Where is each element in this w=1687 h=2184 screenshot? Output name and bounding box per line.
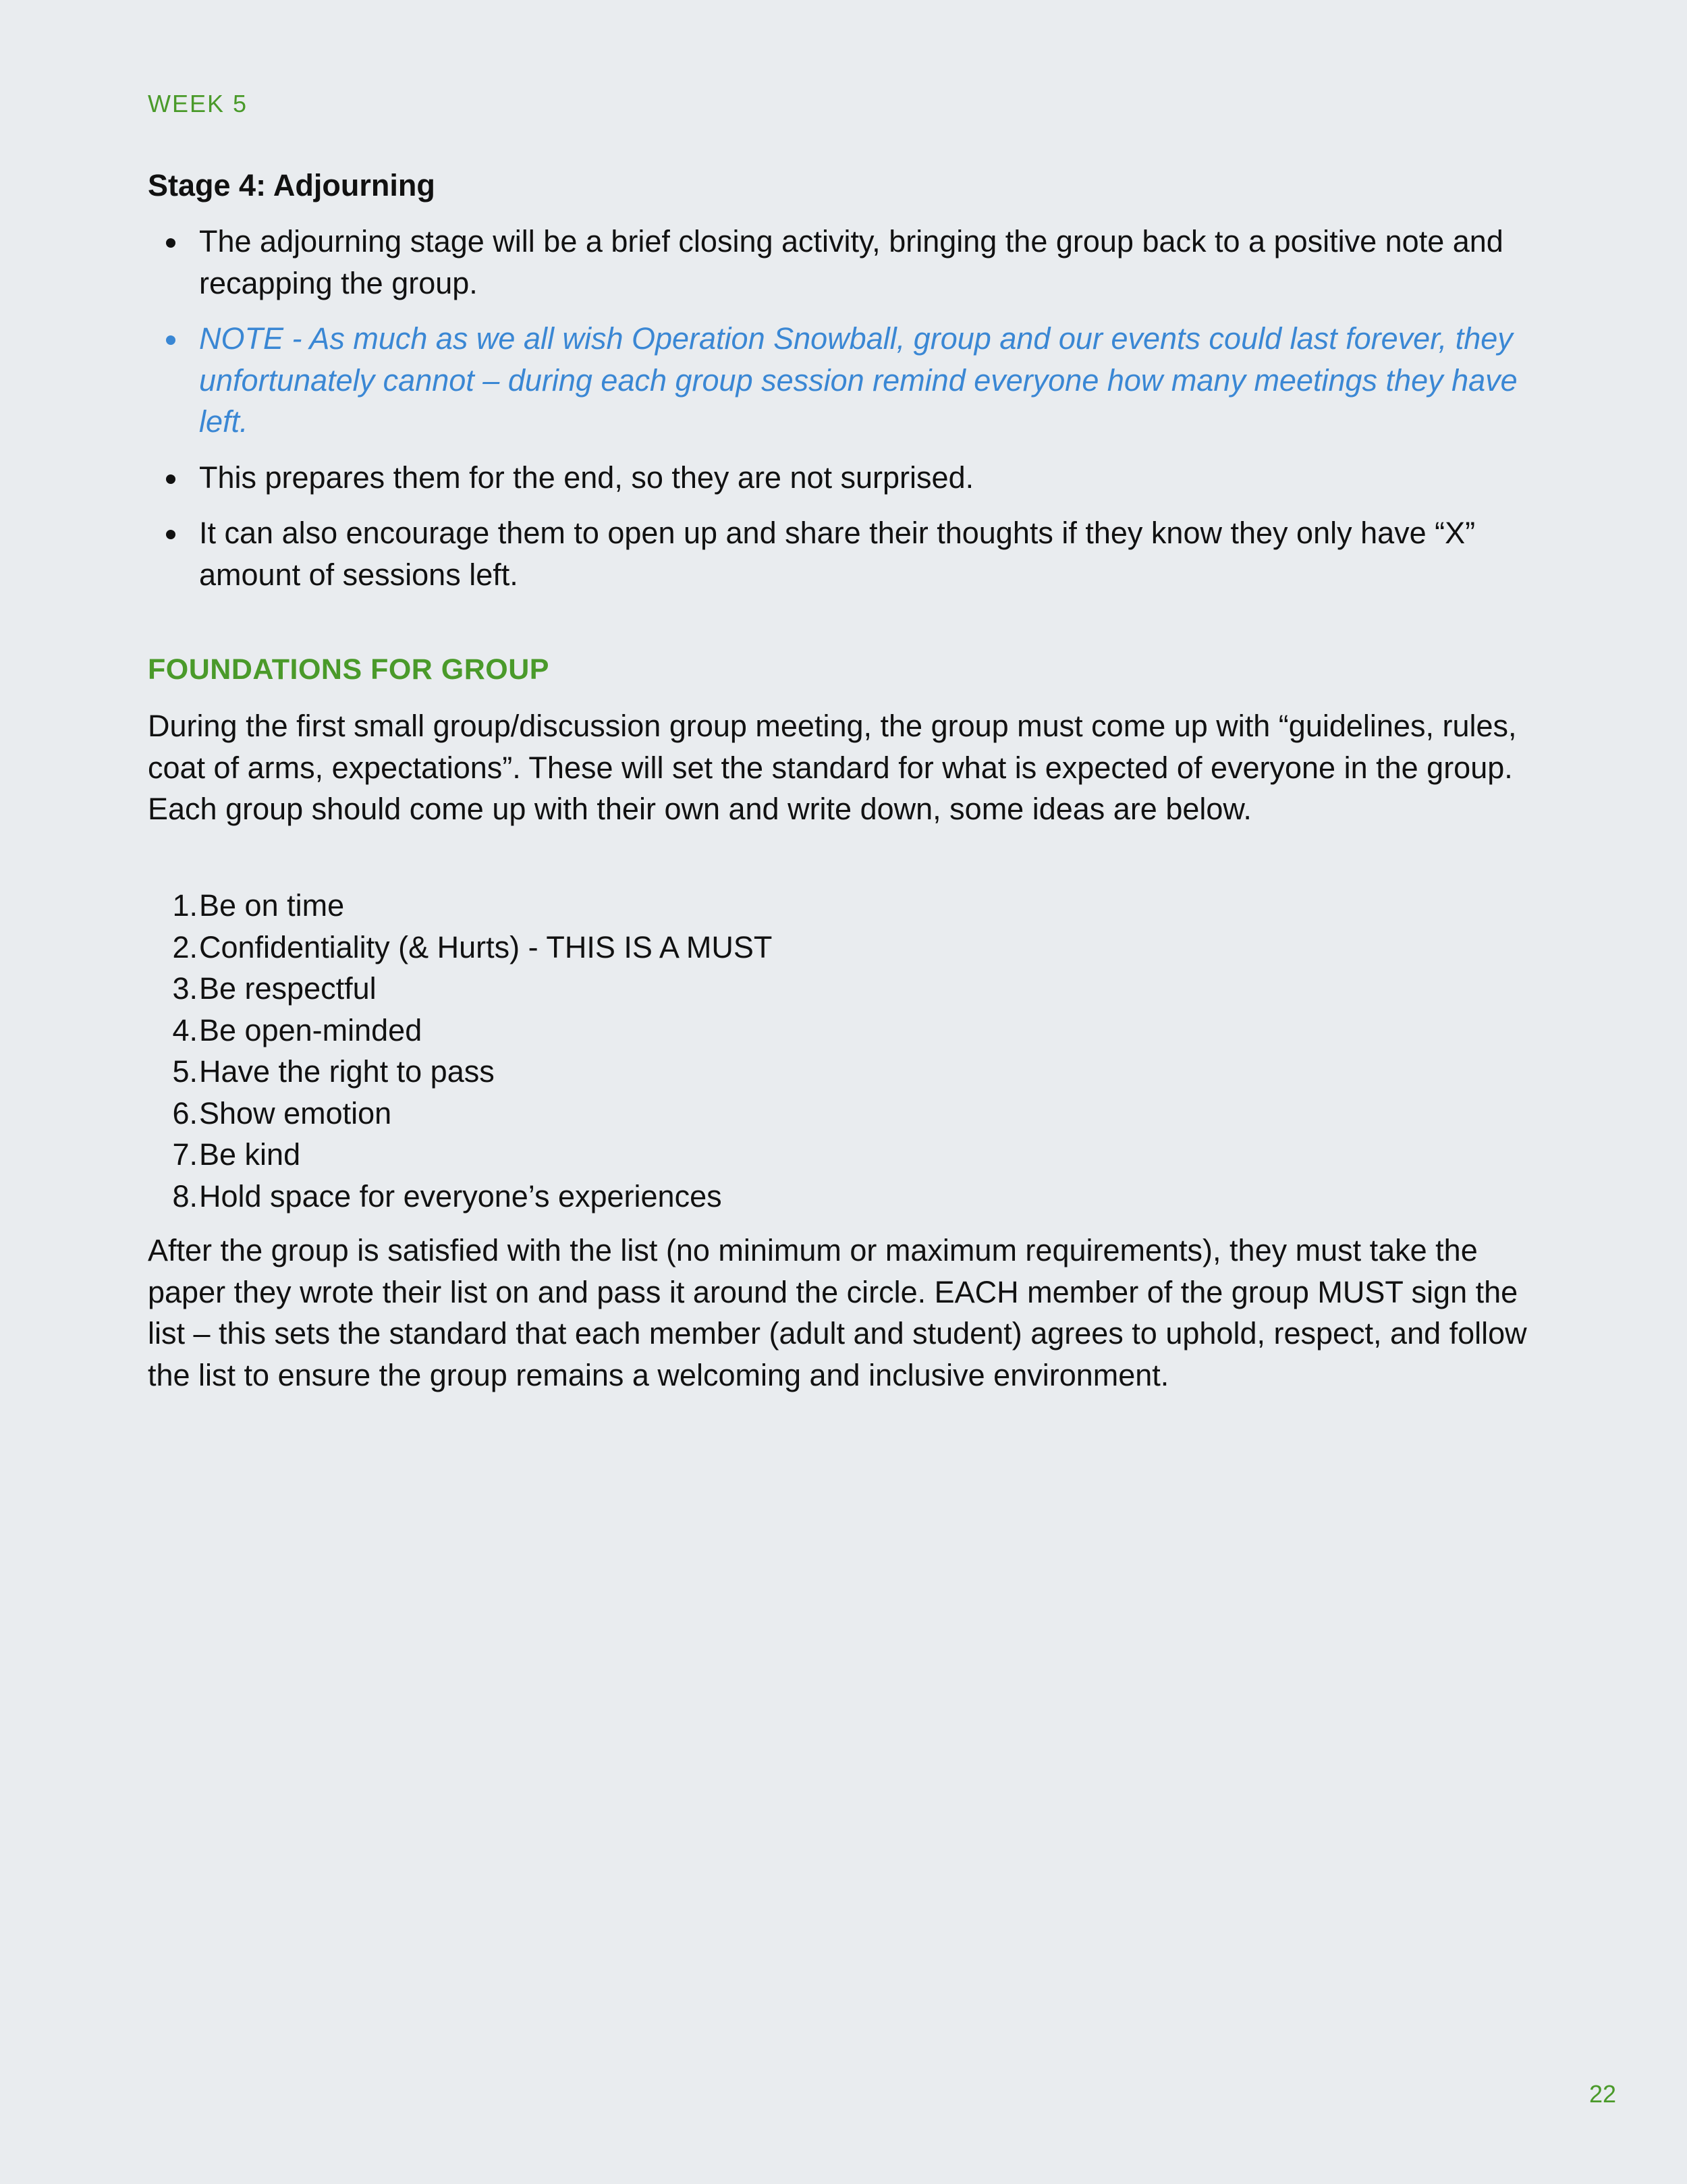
- note-bullet-item: [148, 318, 1558, 443]
- rule-text: Be on time: [199, 888, 345, 923]
- rule-number: 2.: [172, 929, 198, 964]
- rule-number: 8.: [172, 1178, 198, 1213]
- rule-item: [148, 1051, 1558, 1093]
- rule-number: 1.: [172, 888, 198, 923]
- rule-text: Be kind: [199, 1137, 301, 1172]
- bullet-item: [148, 512, 1558, 595]
- rule-item: [148, 968, 1558, 1010]
- stage-bullet-list: [148, 221, 1558, 609]
- rule-number: 7.: [172, 1137, 198, 1172]
- rule-text: Confidentiality (& Hurts) - THIS IS A MUST: [199, 929, 773, 964]
- rule-item: [148, 1010, 1558, 1052]
- rule-item: [148, 1134, 1558, 1176]
- rule-text: Be open-minded: [199, 1012, 422, 1047]
- stage-heading: Stage 4: Adjourning: [148, 168, 435, 202]
- rule-item: [148, 885, 1558, 927]
- week-label: WEEK 5: [148, 90, 248, 117]
- bullet-icon: [166, 530, 175, 539]
- rule-text: Show emotion: [199, 1095, 392, 1130]
- rule-text: Hold space for everyone’s experiences: [199, 1178, 722, 1213]
- rule-number: 3.: [172, 971, 198, 1006]
- bullet-item: [148, 221, 1558, 304]
- page-number: 22: [1588, 2080, 1616, 2108]
- rule-number: 6.: [172, 1095, 198, 1130]
- bullet-text: It can also encourage them to open up and share their thoughts if they know they only have “X” amount of sessions left.: [199, 516, 1476, 592]
- bullet-icon: [166, 238, 175, 248]
- rules-list: [148, 885, 1558, 1217]
- bullet-text: The adjourning stage will be a brief closing activity, bringing the group back to a positive note and recapping the group.: [199, 224, 1503, 300]
- bullet-text: This prepares them for the end, so they are not surprised.: [199, 460, 974, 495]
- rule-item: [148, 1093, 1558, 1135]
- rule-text: Be respectful: [199, 971, 377, 1006]
- foundations-heading: FOUNDATIONS FOR GROUP: [148, 653, 549, 686]
- rule-text: Have the right to pass: [199, 1054, 495, 1089]
- bullet-item: [148, 457, 1558, 499]
- rule-number: 4.: [172, 1012, 198, 1047]
- rule-number: 5.: [172, 1054, 198, 1089]
- note-text: NOTE - As much as we all wish Operation Snowball, group and our events could last forever, they unfortunately cannot – during each group session remind everyone how many meetings they have left.: [199, 321, 1518, 439]
- foundations-closing-paragraph: After the group is satisfied with the list (no minimum or maximum requirements), they must take the paper they wrote their list on and pass it around the circle. EACH member of the group MUST sign the list – this sets the standard that each member (adult and student) agrees to uphold, respect, and follow the list to ensure the group remains a welcoming and inclusive environment.: [148, 1233, 1527, 1392]
- rule-item: [148, 927, 1558, 968]
- foundations-intro-paragraph: During the first small group/discussion group meeting, the group must come up with “guidelines, rules, coat of arms, expectations”. These will set the standard for what is expected of everyone in the group. Each group should come up with their own and write down, some ideas are below.: [148, 709, 1517, 826]
- rule-item: [148, 1176, 1558, 1218]
- bullet-icon: [166, 335, 175, 345]
- bullet-icon: [166, 474, 175, 484]
